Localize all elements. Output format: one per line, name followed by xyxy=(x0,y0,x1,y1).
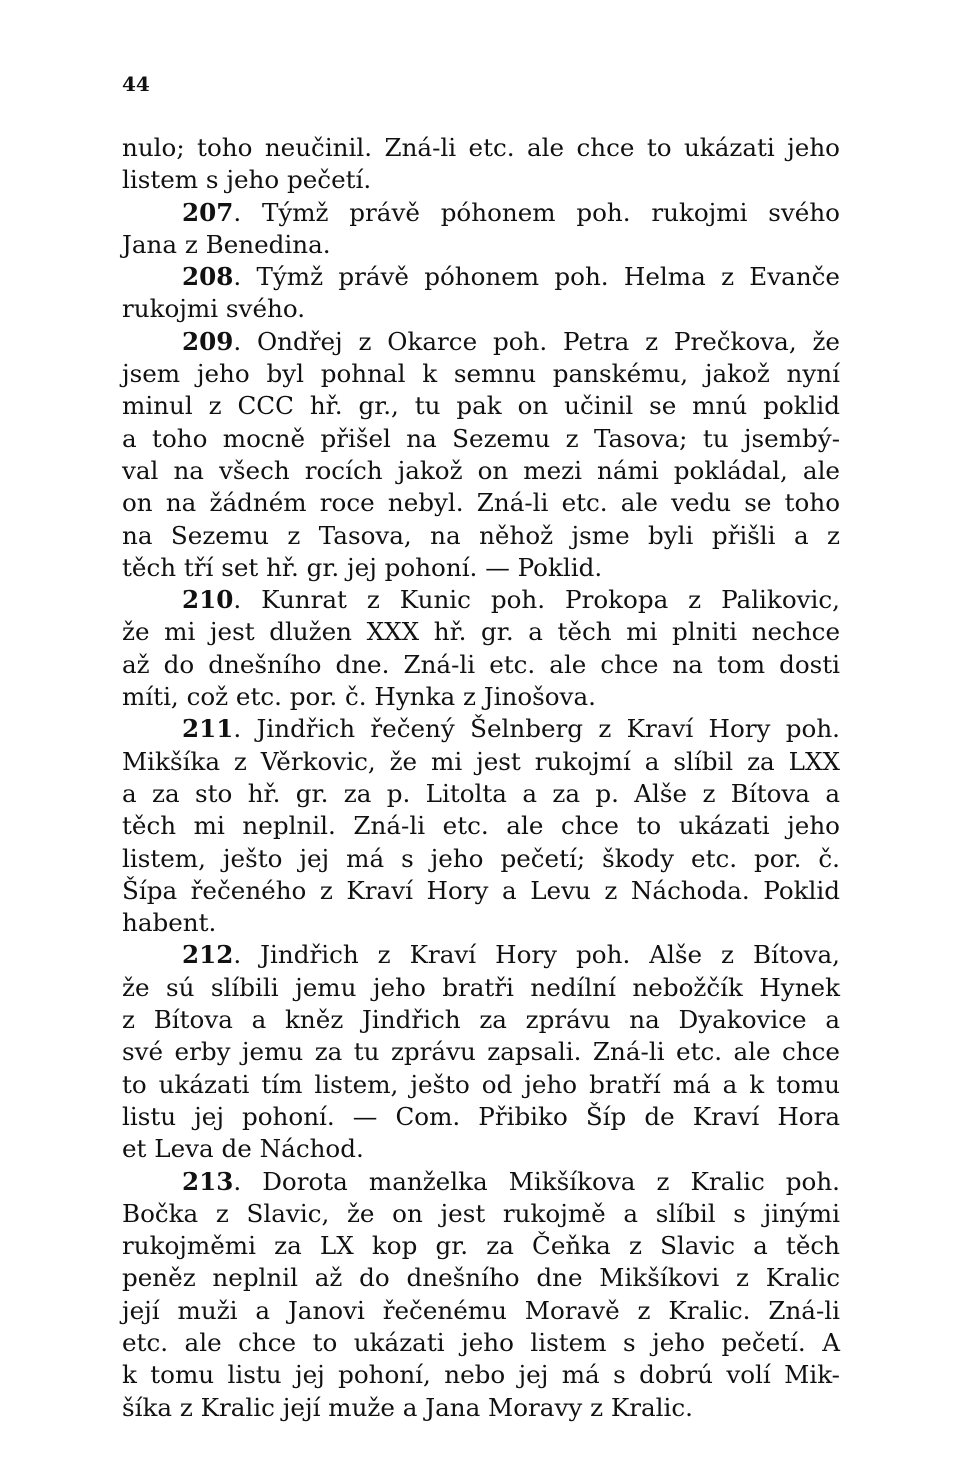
text-line xyxy=(122,455,840,487)
text-line xyxy=(122,649,840,681)
line-text: listu jej pohoní. — Com. Přibiko Šíp de Kraví Hora xyxy=(122,1101,840,1131)
line-text: že mi jest dlužen XXX hř. gr. a těch mi plniti nechce xyxy=(122,617,840,647)
entry-number: 209 xyxy=(182,326,234,356)
entry-number: 210 xyxy=(182,585,234,615)
entry-number: 213 xyxy=(182,1166,234,1196)
text-line xyxy=(122,1295,840,1327)
line-text: . Ondřej z Okarce poh. Petra z Prečkova, že xyxy=(233,326,840,356)
page-number: 44 xyxy=(122,72,150,96)
line-text: on na žádném roce nebyl. Zná-li etc. ale vedu se toho xyxy=(122,488,840,518)
line-text: . Kunrat z Kunic poh. Prokopa z Palikovic, xyxy=(233,585,840,615)
document-body xyxy=(122,132,840,1424)
text-line xyxy=(122,1004,840,1036)
line-text: a toho mocně přišel na Sezemu z Tasova; tu jsembý- xyxy=(122,423,840,453)
line-text: . Týmž právě póhonem poh. Helma z Evanče xyxy=(233,262,840,292)
entry-number: 212 xyxy=(182,940,234,970)
text-line xyxy=(122,1392,840,1424)
entry-first-line xyxy=(122,939,840,971)
text-line xyxy=(122,390,840,422)
line-text: peněz neplnil až do dnešního dne Mikšíkovi z Kralic xyxy=(122,1263,840,1293)
text-line xyxy=(122,843,840,875)
text-line xyxy=(122,1359,840,1391)
text-line xyxy=(122,1230,840,1262)
line-text: . Dorota manželka Mikšíkova z Kralic poh. xyxy=(233,1166,840,1196)
entry-first-line xyxy=(122,713,840,745)
line-text: Šípa řečeného z Kraví Hory a Levu z Náchoda. Poklid xyxy=(122,875,840,905)
entry-number: 208 xyxy=(182,262,234,292)
line-text: listem, ješto jej má s jeho pečetí; škody etc. por. č. xyxy=(122,843,840,873)
line-text: . Jindřich z Kraví Hory poh. Alše z Bítova, xyxy=(233,940,840,970)
entry-first-line xyxy=(122,326,840,358)
line-text: . Týmž právě póhonem poh. rukojmi svého xyxy=(233,197,840,227)
text-line xyxy=(122,972,840,1004)
line-text: míti, což etc. por. č. Hynka z Jinošova. xyxy=(122,682,596,712)
text-line xyxy=(122,164,840,196)
text-line xyxy=(122,552,840,584)
line-text: k tomu listu jej pohoní, nebo jej má s dobrú volí Mik- xyxy=(122,1360,840,1390)
line-text: své erby jemu za tu zprávu zapsali. Zná-li etc. ale chce xyxy=(122,1037,840,1067)
line-text: rukojměmi za LX kop gr. za Čeňka z Slavic a těch xyxy=(122,1231,840,1261)
line-text: až do dnešního dne. Zná-li etc. ale chce na tom dosti xyxy=(122,649,840,679)
line-text: a za sto hř. gr. za p. Litolta a za p. Alše z Bítova a xyxy=(122,778,840,808)
text-line xyxy=(122,1262,840,1294)
text-line xyxy=(122,1198,840,1230)
line-text: Bočka z Slavic, že on jest rukojmě a slíbil s jinými xyxy=(122,1198,840,1228)
text-line xyxy=(122,746,840,778)
line-text: minul z CCC hř. gr., tu pak on učinil se mnú poklid xyxy=(122,391,840,421)
text-line xyxy=(122,1036,840,1068)
line-text: těch tří set hř. gr. jej pohoní. — Poklid. xyxy=(122,552,603,582)
text-line xyxy=(122,358,840,390)
line-text: listem s jeho pečetí. xyxy=(122,165,372,195)
entry-first-line xyxy=(122,584,840,616)
line-text: na Sezemu z Tasova, na něhož jsme byli přišli a z xyxy=(122,520,840,550)
text-line xyxy=(122,875,840,907)
line-text: že sú slíbili jemu jeho bratři nedílní nebožčík Hynek xyxy=(122,972,840,1002)
text-line xyxy=(122,487,840,519)
text-line xyxy=(122,1069,840,1101)
text-line xyxy=(122,423,840,455)
text-line xyxy=(122,907,840,939)
line-text: . Jindřich řečený Šelnberg z Kraví Hory poh. xyxy=(233,714,840,744)
text-line xyxy=(122,132,840,164)
entry-first-line xyxy=(122,1166,840,1198)
text-line xyxy=(122,810,840,842)
line-text: et Leva de Náchod. xyxy=(122,1134,364,1164)
text-line xyxy=(122,1327,840,1359)
text-line xyxy=(122,681,840,713)
line-text: nulo; toho neučinil. Zná-li etc. ale chce to ukázati jeho xyxy=(122,133,840,162)
text-line xyxy=(122,616,840,648)
entry-number: 211 xyxy=(182,714,234,744)
line-text: Jana z Benedina. xyxy=(122,229,331,259)
text-line xyxy=(122,520,840,552)
line-text: to ukázati tím listem, ješto od jeho bratří má a k tomu xyxy=(122,1069,840,1099)
text-line xyxy=(122,293,840,325)
line-text: šíka z Kralic její muže a Jana Moravy z Kralic. xyxy=(122,1392,693,1422)
entry-number: 207 xyxy=(182,197,234,227)
line-text: val na všech rocích jakož on mezi námi pokládal, ale xyxy=(122,455,840,485)
line-text: Mikšíka z Věrkovic, že mi jest rukojmí a slíbil za LXX xyxy=(122,746,840,776)
text-line xyxy=(122,229,840,261)
entry-first-line xyxy=(122,197,840,229)
line-text: habent. xyxy=(122,908,217,938)
text-line xyxy=(122,1101,840,1133)
line-text: jsem jeho byl pohnal k semnu panskému, jakož nyní xyxy=(122,359,840,389)
line-text: etc. ale chce to ukázati jeho listem s jeho pečetí. A xyxy=(122,1327,840,1357)
line-text: rukojmi svého. xyxy=(122,294,306,324)
text-line xyxy=(122,778,840,810)
line-text: těch mi neplnil. Zná-li etc. ale chce to ukázati jeho xyxy=(122,811,840,841)
line-text: z Bítova a kněz Jindřich za zprávu na Dyakovice a xyxy=(122,1005,840,1035)
text-line xyxy=(122,1133,840,1165)
line-text: její muži a Janovi řečenému Moravě z Kralic. Zná-li xyxy=(122,1295,840,1325)
entry-first-line xyxy=(122,261,840,293)
